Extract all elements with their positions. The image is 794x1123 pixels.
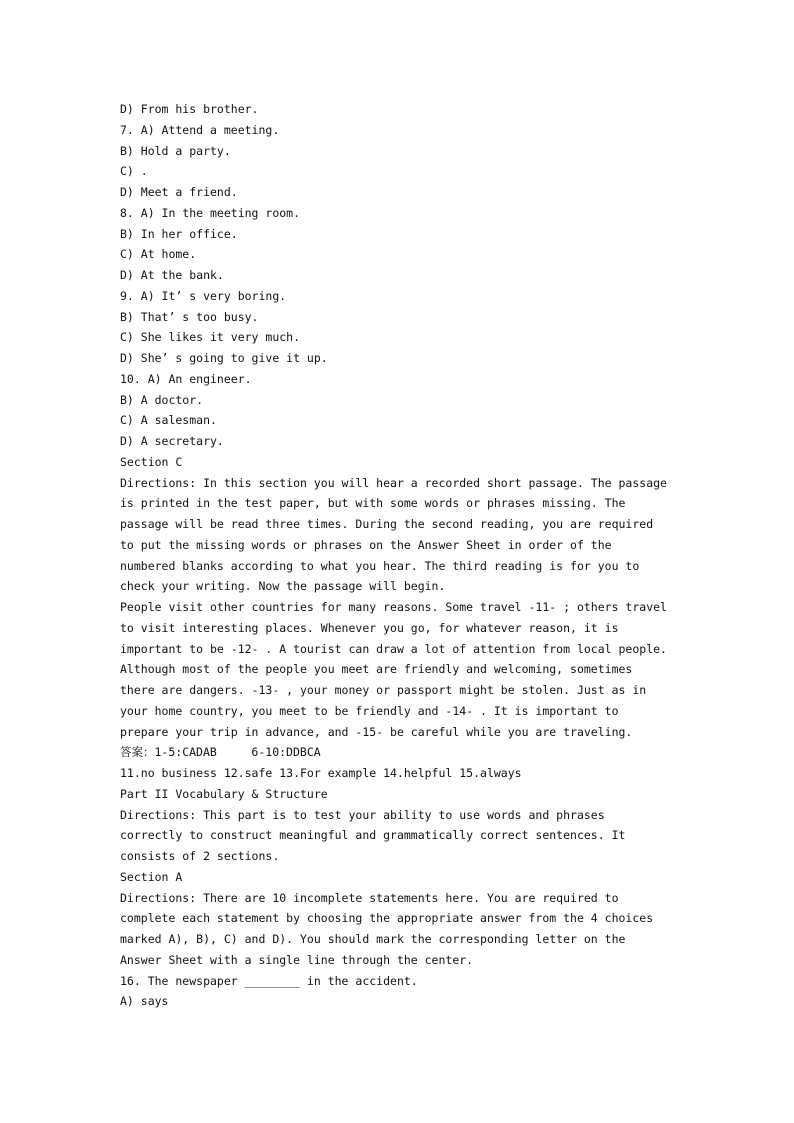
directions-line: check your writing. Now the passage will begin.: [120, 579, 446, 594]
directions-line: consists of 2 sections.: [120, 849, 280, 863]
question-line: 16. The newspaper ________ in the accident.: [120, 973, 418, 988]
option-line: D) A secretary.: [120, 434, 224, 448]
directions-line: numbered blanks according to what you hear. The third reading is for you to: [120, 558, 640, 573]
passage-line: People visit other countries for many reasons. Some travel -11- ; others travel: [120, 600, 667, 614]
directions-line: marked A), B), C) and D). You should mark the corresponding letter on the: [120, 932, 626, 946]
passage-line: important to be -12- . A tourist can draw a lot of attention from local people.: [120, 641, 667, 656]
option-line: D) At the bank.: [120, 268, 224, 282]
option-line: B) In her office.: [120, 226, 238, 241]
option-line: C) At home.: [120, 247, 197, 262]
option-line: A) says: [120, 994, 169, 1009]
option-line: D) Meet a friend.: [120, 185, 238, 199]
directions-line: Directions: There are 10 incomplete statements here. You are required to: [120, 890, 619, 905]
directions-line: to put the missing words or phrases on the Answer Sheet in order of the: [120, 537, 612, 552]
directions-line: is printed in the test paper, but with some words or phrases missing. The: [120, 496, 626, 511]
passage-line: your home country, you meet to be friendly and -14- . It is important to: [120, 703, 619, 718]
option-line: D) From his brother.: [120, 102, 259, 116]
question-line: 10. A) An engineer.: [120, 371, 252, 386]
passage-line: there are dangers. -13- , your money or passport might be stolen. Just as in: [120, 683, 647, 697]
option-line: D) She’ s going to give it up.: [120, 351, 328, 365]
question-line: 7. A) Attend a meeting.: [120, 122, 280, 137]
answer-key-line: 答案：1-5:CADAB 6-10:DDBCA: [120, 745, 321, 760]
option-line: C) .: [120, 164, 148, 179]
directions-line: Directions: In this section you will hear a recorded short passage. The passage: [120, 475, 667, 490]
directions-line: Directions: This part is to test your ability to use words and phrases: [120, 807, 605, 822]
passage-line: prepare your trip in advance, and -15- be careful while you are traveling.: [120, 724, 633, 739]
directions-line: passage will be read three times. During the second reading, you are required: [120, 517, 654, 531]
directions-line: Answer Sheet with a single line through the center.: [120, 952, 474, 967]
document-page: [120, 99, 680, 1012]
option-line: B) A doctor.: [120, 392, 204, 407]
question-line: 9. A) It’ s very boring.: [120, 288, 287, 303]
part-heading: Part II Vocabulary & Structure: [120, 786, 328, 801]
question-line: 8. A) In the meeting room.: [120, 205, 301, 220]
section-heading: Section C: [120, 454, 183, 469]
section-heading: Section A: [120, 869, 183, 884]
answer-key-line: 11.no business 12.safe 13.For example 14.helpful 15.always: [120, 766, 522, 780]
directions-line: correctly to construct meaningful and grammatically correct sentences. It: [120, 828, 626, 843]
option-line: C) A salesman.: [120, 413, 217, 428]
directions-line: complete each statement by choosing the appropriate answer from the 4 choices: [120, 911, 654, 926]
option-line: B) That’ s too busy.: [120, 309, 259, 324]
option-line: B) Hold a party.: [120, 143, 231, 158]
passage-line: to visit interesting places. Whenever you go, for whatever reason, it is: [120, 620, 619, 635]
option-line: C) She likes it very much.: [120, 330, 301, 345]
passage-line: Although most of the people you meet are friendly and welcoming, sometimes: [120, 662, 633, 677]
